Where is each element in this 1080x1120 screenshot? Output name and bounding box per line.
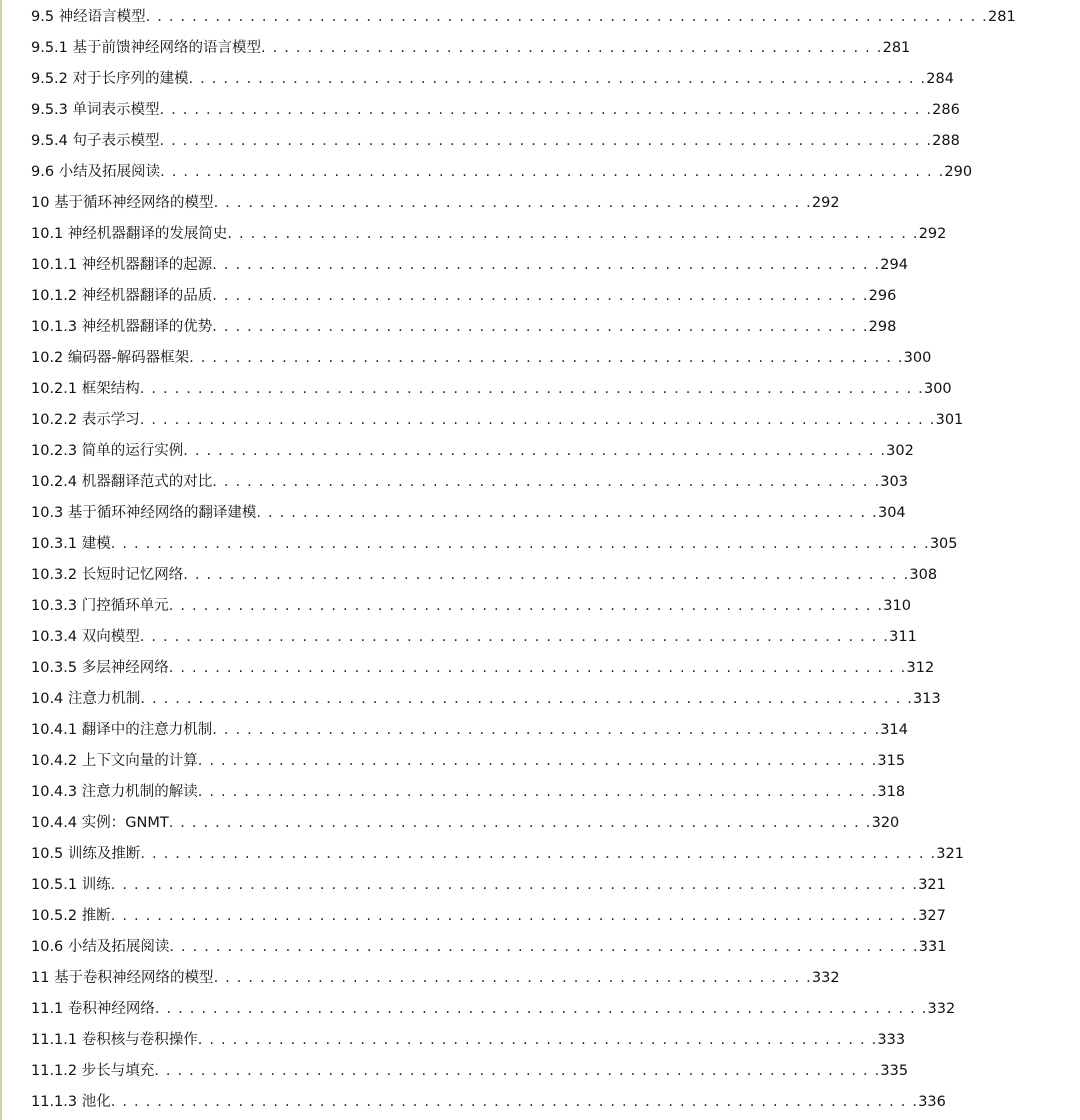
page-number: 281 (882, 40, 911, 56)
dot-leader: . . . . . . . . . . . . . . . . . . . . . . . . . . . . . . . . . . . . . . . . . . . . . . . . . . . . . . . . . . . . . . . (183, 567, 910, 583)
section-number: 10.3.4 (31, 629, 78, 645)
page-number: 305 (929, 536, 958, 552)
page-number: 311 (889, 629, 917, 645)
section-number: 10.3 (31, 505, 64, 521)
section-number: 10.2.4 (31, 474, 78, 490)
page-number: 336 (918, 1094, 946, 1110)
toc-entry[interactable] (31, 64, 1080, 95)
section-number: 10.3.3 (31, 598, 78, 614)
section-number: 10.5.1 (31, 877, 78, 893)
toc-entry[interactable] (31, 33, 1080, 64)
section-title: 长短时记忆网络 (81, 567, 184, 583)
section-title: 卷积核与卷积操作 (81, 1032, 198, 1048)
section-number: 10.4 (31, 691, 64, 707)
section-number: 10.1.1 (31, 257, 78, 273)
section-number: 10.1 (31, 226, 64, 242)
dot-leader: . . . . . . . . . . . . . . . . . . . . . . . . . . . . . . . . . . . . . . . . . . . . . . . . . . . . . . . . . . . . . (168, 815, 872, 831)
section-title: 机器翻译范式的对比 (81, 474, 213, 490)
dot-leader: . . . . . . . . . . . . . . . . . . . . . . . . . . . . . . . . . . . . . . . . . . . . . . . . . . . . . . . . . . . . . . . . . . . . . . (110, 908, 919, 924)
toc-entry[interactable] (31, 870, 1080, 901)
section-number: 10.4.3 (31, 784, 78, 800)
toc-entry[interactable] (31, 343, 1080, 374)
toc-entry[interactable] (31, 963, 1080, 994)
section-number: 10.4.1 (31, 722, 78, 738)
page-number: 288 (932, 133, 960, 149)
section-number: 10.1.2 (31, 288, 78, 304)
page-number: 304 (877, 505, 906, 521)
page-number: 321 (936, 846, 964, 862)
section-title: 基于循环神经网络的模型 (54, 195, 214, 211)
section-number: 9.5.1 (31, 40, 68, 56)
section-number: 9.6 (31, 164, 55, 180)
section-title: 建模 (81, 536, 111, 552)
section-number: 10.2 (31, 350, 64, 366)
section-title: 推断 (81, 908, 111, 924)
page-number: 321 (918, 877, 946, 893)
toc-entry[interactable] (31, 1025, 1080, 1056)
toc-entry[interactable] (31, 436, 1080, 467)
page-number: 308 (909, 567, 938, 583)
page-number: 335 (880, 1063, 909, 1079)
section-title: 翻译中的注意力机制 (81, 722, 213, 738)
dot-leader: . . . . . . . . . . . . . . . . . . . . . . . . . . . . . . . . . . . . . . . . . . . . . . . . . . . . (213, 195, 812, 211)
toc-entry[interactable] (31, 2, 1080, 33)
table-of-contents (31, 2, 1080, 1118)
page-number: 310 (883, 598, 911, 614)
dot-leader: . . . . . . . . . . . . . . . . . . . . . . . . . . . . . . . . . . . . . . . . . . . . . . . . . . . . . . . . . . . . . . . . . . . (154, 1001, 928, 1017)
toc-entry[interactable] (31, 312, 1080, 343)
section-number: 10.6 (31, 939, 64, 955)
page-number: 313 (913, 691, 941, 707)
dot-leader: . . . . . . . . . . . . . . . . . . . . . . . . . . . . . . . . . . . . . . . . . . . . . . . . . . . . . . . . . . . (197, 753, 878, 769)
section-title: 训练 (81, 877, 111, 893)
dot-leader: . . . . . . . . . . . . . . . . . . . . . . . . . . . . . . . . . . . . . . . . . . . . . . . . . . . . . . (261, 40, 883, 56)
page-number: 333 (877, 1032, 906, 1048)
page-number: 303 (880, 474, 908, 490)
toc-entry[interactable] (31, 498, 1080, 529)
section-title: 对于长序列的建模 (72, 71, 189, 87)
toc-entry[interactable] (31, 808, 1080, 839)
section-number: 9.5.3 (31, 102, 68, 118)
section-number: 10.2.2 (31, 412, 78, 428)
toc-entry[interactable] (31, 405, 1080, 436)
section-title: 步长与填充 (81, 1063, 155, 1079)
section-title: 基于循环神经网络的翻译建模 (67, 505, 257, 521)
dot-leader: . . . . . . . . . . . . . . . . . . . . . . . . . . . . . . . . . . . . . . . . . . . . . . . . . . . . . . (256, 505, 878, 521)
dot-leader: . . . . . . . . . . . . . . . . . . . . . . . . . . . . . . . . . . . . . . . . . . . . . . . . . . . . . . . . . . . . . . . . . . . (159, 102, 933, 118)
dot-leader: . . . . . . . . . . . . . . . . . . . . . . . . . . . . . . . . . . . . . . . . . . . . . . . . . . . . . . . . . . . . . . . . . . . . . . (110, 877, 919, 893)
section-number: 9.5 (31, 9, 55, 25)
toc-entry[interactable] (31, 188, 1080, 219)
dot-leader: . . . . . . . . . . . . . . . . . . . . . . . . . . . . . . . . . . . . . . . . . . . . . . . . . . . . . . . . . . . (197, 1032, 878, 1048)
toc-entry[interactable] (31, 219, 1080, 250)
page-number: 296 (868, 288, 897, 304)
dot-leader: . . . . . . . . . . . . . . . . . . . . . . . . . . . . . . . . . . . . . . . . . . . . . . . . . . . . . . . . . . . . . . . . . . . . . . . (110, 536, 930, 552)
section-title: 神经语言模型 (58, 9, 146, 25)
section-number: 10.2.3 (31, 443, 78, 459)
section-title: 基于卷积神经网络的模型 (54, 970, 214, 986)
section-title: 基于前馈神经网络的语言模型 (72, 40, 262, 56)
page-number: 331 (918, 939, 947, 955)
section-title: 神经机器翻译的品质 (81, 288, 213, 304)
dot-leader: . . . . . . . . . . . . . . . . . . . . . . . . . . . . . . . . . . . . . . . . . . . . . . . . . . . . . . . . . . . . . . (189, 350, 904, 366)
page-number: 302 (886, 443, 914, 459)
section-number: 11.1.3 (31, 1094, 78, 1110)
toc-entry[interactable] (31, 374, 1080, 405)
toc-entry[interactable] (31, 126, 1080, 157)
section-number: 9.5.2 (31, 71, 68, 87)
page-number: 300 (923, 381, 952, 397)
section-title: 小结及拓展阅读 (58, 164, 161, 180)
dot-leader: . . . . . . . . . . . . . . . . . . . . . . . . . . . . . . . . . . . . . . . . . . . . . . . . . . . . . . . . . . . . . . . . . . . . . (140, 846, 937, 862)
page-number: 318 (877, 784, 906, 800)
page-number: 298 (868, 319, 897, 335)
toc-entry[interactable] (31, 591, 1080, 622)
toc-entry[interactable] (31, 1087, 1080, 1118)
section-number: 10.5.2 (31, 908, 78, 924)
section-title: 实例：GNMT (81, 815, 169, 831)
toc-entry[interactable] (31, 994, 1080, 1025)
section-title: 注意力机制 (67, 691, 141, 707)
dot-leader: . . . . . . . . . . . . . . . . . . . . . . . . . . . . . . . . . . . . . . . . . . . . . . . . . . . . . . . . . . . . . . . . (168, 660, 907, 676)
section-title: 双向模型 (81, 629, 140, 645)
page-number: 294 (880, 257, 908, 273)
section-number: 10.4.4 (31, 815, 78, 831)
page-number: 320 (871, 815, 900, 831)
section-title: 上下文向量的计算 (81, 753, 198, 769)
dot-leader: . . . . . . . . . . . . . . . . . . . . . . . . . . . . . . . . . . . . . . . . . . . . . . . . . . . . . . . . . . . . . . . . . . . . (160, 164, 945, 180)
page-number: 292 (918, 226, 947, 242)
page-number: 300 (903, 350, 932, 366)
page-number: 281 (988, 9, 1016, 25)
section-title: 单词表示模型 (72, 102, 160, 118)
dot-leader: . . . . . . . . . . . . . . . . . . . . . . . . . . . . . . . . . . . . . . . . . . . . . . . . . . . . . . . . . . (212, 257, 881, 273)
section-title: 多层神经网络 (81, 660, 169, 676)
dot-leader: . . . . . . . . . . . . . . . . . . . . . . . . . . . . . . . . . . . . . . . . . . . . . . . . . . . . . . . . . . . . . . . . . (169, 939, 919, 955)
toc-entry[interactable] (31, 281, 1080, 312)
section-number: 10.2.1 (31, 381, 78, 397)
dot-leader: . . . . . . . . . . . . . . . . . . . . . . . . . . . . . . . . . . . . . . . . . . . . . . . . . . . . . . . . . . . . . . . . . . . . . (139, 412, 936, 428)
toc-entry[interactable] (31, 932, 1080, 963)
dot-leader: . . . . . . . . . . . . . . . . . . . . . . . . . . . . . . . . . . . . . . . . . . . . . . . . . . . . . . . . . . . . (227, 226, 919, 242)
dot-leader: . . . . . . . . . . . . . . . . . . . . . . . . . . . . . . . . . . . . . . . . . . . . . . . . . . . . . . . . . . . . . . (168, 598, 884, 614)
dot-leader: . . . . . . . . . . . . . . . . . . . . . . . . . . . . . . . . . . . . . . . . . . . . . . . . . . . . . . . . . . . . . . . . . . . (140, 691, 914, 707)
dot-leader: . . . . . . . . . . . . . . . . . . . . . . . . . . . . . . . . . . . . . . . . . . . . . . . . . . . . . . . . . . . . . . . . . . . (159, 133, 933, 149)
toc-entry[interactable] (31, 529, 1080, 560)
dot-leader: . . . . . . . . . . . . . . . . . . . . . . . . . . . . . . . . . . . . . . . . . . . . . . . . . . . . . . . . . . . . . (183, 443, 887, 459)
dot-leader: . . . . . . . . . . . . . . . . . . . . . . . . . . . . . . . . . . . . . . . . . . . . . . . . . . . . . . . . . . . . . . . (154, 1063, 881, 1079)
section-number: 10.1.3 (31, 319, 78, 335)
section-number: 11.1.2 (31, 1063, 78, 1079)
page-number: 286 (932, 102, 960, 118)
toc-entry[interactable] (31, 839, 1080, 870)
section-number: 10.5 (31, 846, 64, 862)
section-title: 注意力机制的解读 (81, 784, 198, 800)
dot-leader: . . . . . . . . . . . . . . . . . . . . . . . . . . . . . . . . . . . . . . . . . . . . . . . . . . . . . . . . . . (212, 722, 881, 738)
toc-entry[interactable] (31, 715, 1080, 746)
toc-entry[interactable] (31, 901, 1080, 932)
section-title: 小结及拓展阅读 (67, 939, 170, 955)
section-title: 门控循环单元 (81, 598, 169, 614)
dot-leader: . . . . . . . . . . . . . . . . . . . . . . . . . . . . . . . . . . . . . . . . . . . . . . . . . . . . . . . . . . (212, 474, 881, 490)
section-number: 10.3.1 (31, 536, 78, 552)
section-title: 框架结构 (81, 381, 140, 397)
dot-leader: . . . . . . . . . . . . . . . . . . . . . . . . . . . . . . . . . . . . . . . . . . . . . . . . . . . . . . . . . . . . . . . . . (139, 629, 890, 645)
toc-entry[interactable] (31, 1056, 1080, 1087)
section-number: 10.4.2 (31, 753, 78, 769)
page-number: 315 (877, 753, 906, 769)
toc-entry[interactable] (31, 746, 1080, 777)
toc-entry[interactable] (31, 777, 1080, 808)
section-number: 11.1.1 (31, 1032, 78, 1048)
page-number: 327 (918, 908, 946, 924)
dot-leader: . . . . . . . . . . . . . . . . . . . . . . . . . . . . . . . . . . . . . . . . . . . . . . . . . . . . . . . . . . . . . . . . (188, 71, 927, 87)
page-number: 290 (944, 164, 973, 180)
dot-leader: . . . . . . . . . . . . . . . . . . . . . . . . . . . . . . . . . . . . . . . . . . . . . . . . . . . . (213, 970, 812, 986)
page-number: 314 (880, 722, 908, 738)
toc-entry[interactable] (31, 157, 1080, 188)
section-title: 句子表示模型 (72, 133, 160, 149)
dot-leader: . . . . . . . . . . . . . . . . . . . . . . . . . . . . . . . . . . . . . . . . . . . . . . . . . . . . . . . . . . . (197, 784, 878, 800)
toc-entry[interactable] (31, 560, 1080, 591)
dot-leader: . . . . . . . . . . . . . . . . . . . . . . . . . . . . . . . . . . . . . . . . . . . . . . . . . . . . . . . . . (212, 319, 869, 335)
section-title: 池化 (81, 1094, 111, 1110)
toc-entry[interactable] (31, 250, 1080, 281)
section-title: 训练及推断 (67, 846, 141, 862)
section-title: 神经机器翻译的发展简史 (67, 226, 228, 242)
page-number: 284 (926, 71, 954, 87)
section-title: 编码器-解码器框架 (67, 350, 190, 366)
section-number: 11.1 (31, 1001, 64, 1017)
page-number: 292 (811, 195, 840, 211)
page-number: 332 (927, 1001, 956, 1017)
section-title: 表示学习 (81, 412, 140, 428)
section-title: 简单的运行实例 (81, 443, 184, 459)
page-number: 301 (935, 412, 964, 428)
section-title: 卷积神经网络 (67, 1001, 155, 1017)
dot-leader: . . . . . . . . . . . . . . . . . . . . . . . . . . . . . . . . . . . . . . . . . . . . . . . . . . . . . . . . . . . . . . . . . . . . . . . . . (145, 9, 988, 25)
section-title: 神经机器翻译的起源 (81, 257, 213, 273)
dot-leader: . . . . . . . . . . . . . . . . . . . . . . . . . . . . . . . . . . . . . . . . . . . . . . . . . . . . . . . . . (212, 288, 869, 304)
section-title: 神经机器翻译的优势 (81, 319, 213, 335)
toc-entry[interactable] (31, 653, 1080, 684)
toc-entry[interactable] (31, 622, 1080, 653)
section-number: 10.3.5 (31, 660, 78, 676)
toc-entry[interactable] (31, 95, 1080, 126)
dot-leader: . . . . . . . . . . . . . . . . . . . . . . . . . . . . . . . . . . . . . . . . . . . . . . . . . . . . . . . . . . . . . . . . . . . . (139, 381, 924, 397)
page-number: 332 (811, 970, 840, 986)
toc-entry[interactable] (31, 684, 1080, 715)
toc-entry[interactable] (31, 467, 1080, 498)
page-number: 312 (906, 660, 935, 676)
section-number: 10.3.2 (31, 567, 78, 583)
section-number: 11 (31, 970, 50, 986)
section-number: 10 (31, 195, 50, 211)
dot-leader: . . . . . . . . . . . . . . . . . . . . . . . . . . . . . . . . . . . . . . . . . . . . . . . . . . . . . . . . . . . . . . . . . . . . . . (110, 1094, 919, 1110)
section-number: 9.5.4 (31, 133, 68, 149)
